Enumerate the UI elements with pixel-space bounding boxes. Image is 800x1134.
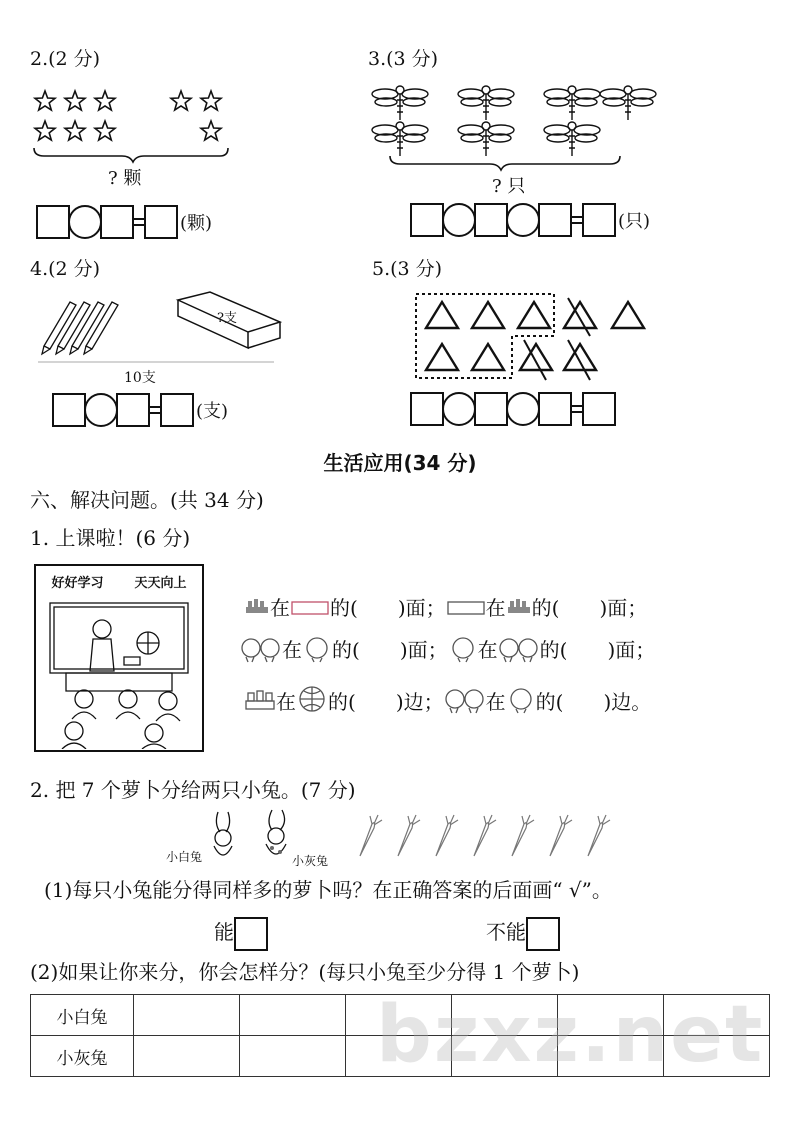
operator-circle[interactable]	[506, 392, 540, 426]
relation-row-3	[244, 684, 651, 716]
carrot-icon	[512, 815, 534, 856]
carrot-icon	[550, 815, 572, 856]
answer-cell[interactable]	[240, 1036, 346, 1077]
q2-unit: (颗)	[180, 213, 213, 234]
student-heads-icon	[498, 635, 540, 663]
option-no	[486, 916, 560, 951]
answer-box[interactable]	[474, 392, 508, 426]
operator-circle[interactable]	[68, 205, 102, 239]
relation-text: 在	[485, 596, 506, 620]
relation-text: 在	[276, 689, 296, 714]
cross-out-marks	[524, 298, 590, 380]
q5-answer-boxes[interactable]	[410, 392, 616, 426]
answer-box[interactable]	[52, 393, 86, 427]
answer-box[interactable]	[582, 392, 616, 426]
option-yes-label: 能	[214, 920, 234, 944]
dragonfly-icon	[372, 122, 428, 156]
relation-text: 在	[477, 638, 498, 662]
option-yes	[214, 916, 268, 951]
banner-left-text: 好好学习	[51, 576, 104, 591]
answer-cell[interactable]	[240, 995, 346, 1036]
carrot-icon	[436, 815, 458, 856]
relation-text: )面；	[599, 596, 648, 620]
carrot-icon	[360, 815, 382, 856]
equals-sign	[150, 393, 160, 427]
carrot-icon	[398, 815, 420, 856]
carrots-figure	[352, 812, 632, 860]
q3-dragonflies-figure	[366, 78, 666, 173]
q2-brace	[34, 148, 228, 162]
relation-text: 的(	[539, 638, 568, 662]
equals-sign	[572, 392, 582, 426]
relation-row-2	[240, 634, 655, 663]
q3-brace	[390, 156, 620, 170]
dragonfly-icon	[544, 122, 600, 156]
relation-text: )面；	[397, 596, 446, 620]
carrot-icon	[588, 815, 610, 856]
q2-stars-figure	[30, 86, 240, 166]
classroom-picture	[34, 564, 204, 752]
q5-number: 5.	[372, 258, 391, 280]
equals-sign	[134, 205, 144, 239]
q4-number: 4.	[30, 258, 49, 280]
q5-score: (3 分)	[390, 258, 443, 280]
watermark: bzxz.net	[376, 990, 765, 1080]
q2-number: 2.	[30, 48, 49, 70]
dragonfly-icon	[600, 86, 656, 120]
answer-box[interactable]	[100, 205, 134, 239]
q3-unit: (只)	[618, 211, 651, 232]
desk-icon	[290, 596, 330, 618]
q2-answer-boxes[interactable]	[36, 205, 212, 239]
answer-cell[interactable]	[134, 1036, 240, 1077]
q5-triangles-figure	[412, 290, 652, 385]
operator-circle[interactable]	[442, 392, 476, 426]
q3-answer-boxes[interactable]	[410, 203, 650, 237]
operator-circle[interactable]	[442, 203, 476, 237]
q3-number: 3.	[368, 48, 387, 70]
q3-score: (3 分)	[386, 48, 439, 70]
dragonfly-icon	[458, 86, 514, 120]
answer-box[interactable]	[538, 392, 572, 426]
q4-answer-boxes[interactable]	[52, 393, 228, 427]
q2-score: (2 分)	[48, 48, 101, 70]
answer-box[interactable]	[410, 203, 444, 237]
answer-box[interactable]	[36, 205, 70, 239]
relation-text: )面；	[399, 638, 448, 662]
row-header: 小白兔	[31, 995, 134, 1036]
part6-q2-sub2: (2)如果让你来分，你会怎样分？(每只小兔至少分得 1 个萝卜)	[30, 960, 580, 984]
student-heads-icon	[240, 635, 282, 663]
relation-text: 在	[485, 689, 506, 714]
dragonfly-icon	[372, 86, 428, 120]
star-group-left	[35, 91, 115, 140]
classroom-banner	[36, 566, 202, 591]
teacher-head-icon	[302, 635, 332, 663]
relation-text: 的(	[531, 596, 560, 620]
book-stack-icon	[506, 597, 532, 617]
relation-text: 的(	[332, 638, 360, 662]
relation-text: 在	[270, 596, 290, 620]
relation-row-1	[244, 592, 647, 621]
desk-icon	[446, 596, 486, 618]
relation-text: 的(	[330, 596, 358, 620]
relation-text: )面；	[607, 638, 656, 662]
teacher-head-icon	[506, 686, 536, 714]
q2-header	[30, 44, 100, 71]
part6-q2-title: 2. 把 7 个萝卜分给两只小兔。(7 分)	[30, 778, 356, 802]
star-group-right	[171, 91, 221, 140]
option-yes-checkbox[interactable]	[234, 917, 268, 951]
relation-text: 在	[282, 638, 302, 662]
part6-q2-sub1: (1)每只小兔能分得同样多的萝卜吗？在正确答案的后面画“ √”。	[44, 878, 612, 902]
classroom-scene	[36, 591, 202, 749]
globe-icon	[296, 684, 328, 716]
answer-box[interactable]	[582, 203, 616, 237]
label-grey-rabbit: 小灰兔	[292, 854, 329, 868]
carrot-icon	[474, 815, 496, 856]
relation-text: 的(	[328, 689, 356, 714]
teacher-head-icon	[448, 635, 478, 663]
option-no-label: 不能	[486, 920, 526, 944]
q2-brace-label: ? 颗	[108, 168, 142, 189]
q4-total-label: 10支	[124, 370, 156, 386]
operator-circle[interactable]	[84, 393, 118, 427]
answer-box[interactable]	[474, 203, 508, 237]
answer-box[interactable]	[160, 393, 194, 427]
part6-heading: 六、解决问题。(共 34 分)	[30, 488, 264, 512]
section-title: 生活应用(34 分)	[323, 451, 477, 475]
answer-cell[interactable]	[134, 995, 240, 1036]
q3-header	[368, 44, 438, 71]
row-header: 小灰兔	[31, 1036, 134, 1077]
pencil-group	[42, 302, 118, 354]
answer-box[interactable]	[410, 392, 444, 426]
equals-sign	[572, 203, 582, 237]
q3-brace-label: ? 只	[492, 176, 526, 197]
relation-text: )边。	[603, 689, 652, 714]
operator-circle[interactable]	[506, 203, 540, 237]
dragonfly-icon	[544, 86, 600, 120]
q4-unit: (支)	[196, 401, 229, 422]
answer-box[interactable]	[538, 203, 572, 237]
label-white-rabbit: 小白兔	[166, 850, 203, 864]
part6-q1-title: 1. 上课啦！(6 分)	[30, 526, 191, 550]
book-stack-icon	[244, 687, 276, 713]
q4-pencils-figure	[34, 290, 294, 380]
q4-score: (2 分)	[48, 258, 101, 280]
book-stack-icon	[244, 597, 270, 617]
answer-box[interactable]	[116, 393, 150, 427]
student-heads-icon	[444, 686, 486, 714]
relation-text: 的(	[535, 689, 564, 714]
relation-text: )边；	[395, 689, 444, 714]
q4-box-label: ?支	[217, 311, 237, 326]
q4-header	[30, 254, 100, 281]
dragonfly-icon	[458, 122, 514, 156]
option-no-checkbox[interactable]	[526, 917, 560, 951]
q5-header	[372, 254, 442, 281]
answer-box[interactable]	[144, 205, 178, 239]
banner-right-text: 天天向上	[134, 576, 187, 591]
